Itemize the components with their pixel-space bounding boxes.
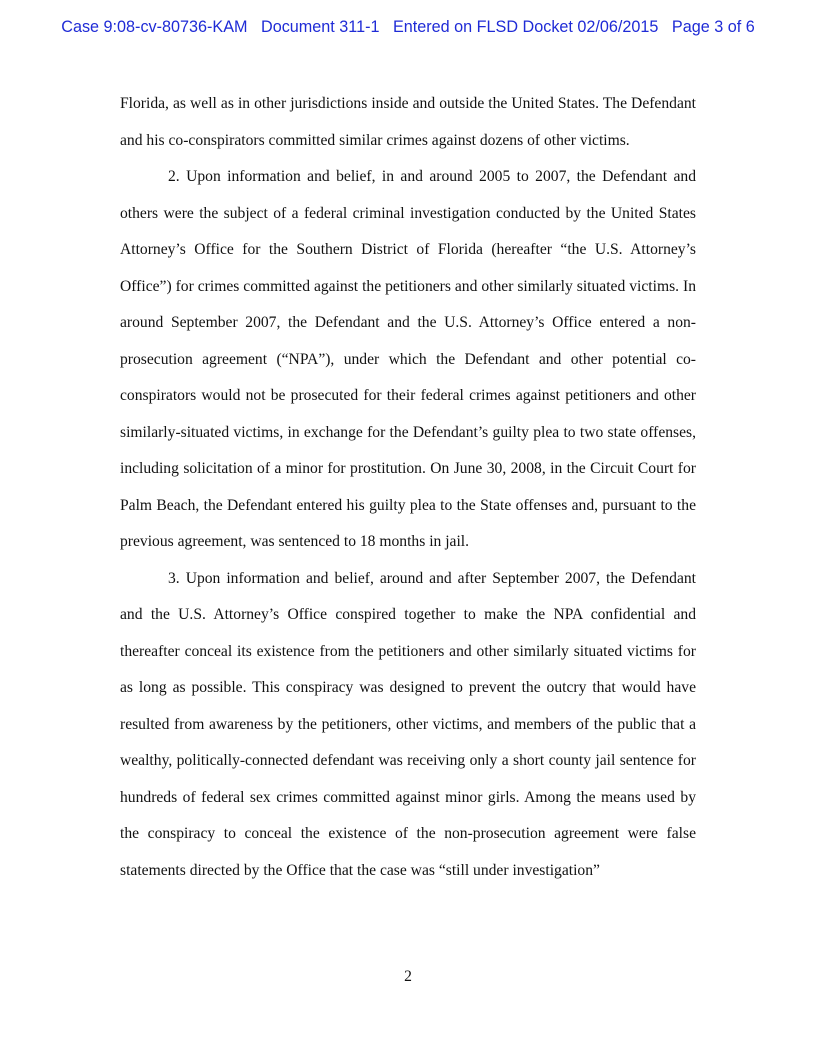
paragraph-continuation: Florida, as well as in other jurisdictions inside and outside the United States. The Defendant and his co-conspirators committed similar crimes against dozens of other victims. xyxy=(120,95,696,149)
paragraph-2: 2. Upon information and belief, in and around 2005 to 2007, the Defendant and others were the subject of a federal criminal investigation conducted by the United States Attorney’s Office for the Southern District of Florida (hereafter “the U.S. Attorney’s Office”) for crimes committed against the petitioners and other similarly situated victims. In around September 2007, the Defendant and the U.S. Attorney’s Office entered a non-prosecution agreement (“NPA”), under which the Defendant and other potential co-conspirators would not be prosecuted for their federal crimes against petitioners and other similarly-situated victims, in exchange for the Defendant’s guilty plea to two state offenses, including solicitation of a minor for prostitution. On June 30, 2008, in the Circuit Court for Palm Beach, the Defendant entered his guilty plea to the State offenses and, pursuant to the previous agreement, was sentenced to 18 months in jail. xyxy=(120,168,696,550)
document-body xyxy=(120,86,696,889)
page-number: 2 xyxy=(404,968,412,985)
paragraph-3: 3. Upon information and belief, around and after September 2007, the Defendant and the U.S. Attorney’s Office conspired together to make the NPA confidential and thereafter conceal its existence from the petitioners and other similarly situated victims for as long as possible. This conspiracy was designed to prevent the outcry that would have resulted from awareness by the petitioners, other victims, and members of the public that a wealthy, politically-connected defendant was receiving only a short county jail sentence for hundreds of federal sex crimes committed against minor girls. Among the means used by the conspiracy to conceal the existence of the non-prosecution agreement were false statements directed by the Office that the case was “still under investigation” xyxy=(120,569,696,879)
docket-header: Case 9:08-cv-80736-KAM Document 311-1 Entered on FLSD Docket 02/06/2015 Page 3 of 6 xyxy=(61,18,755,36)
